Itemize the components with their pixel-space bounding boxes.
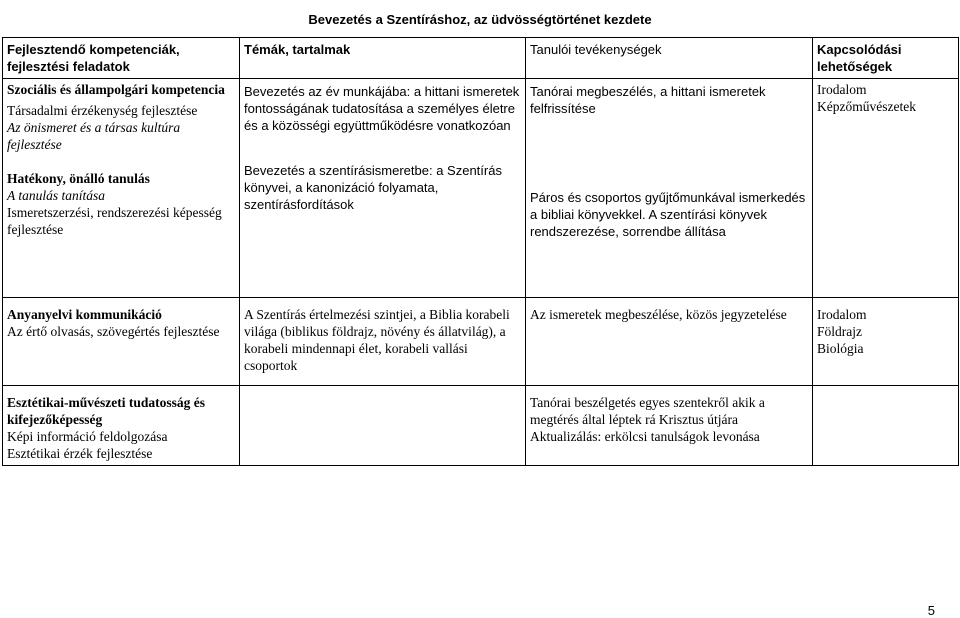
- connection-item: Földrajz: [817, 324, 862, 339]
- header-topics: Témák, tartalmak: [240, 38, 526, 79]
- competencies-cell: [3, 79, 240, 298]
- table-row: [3, 298, 959, 386]
- connection-item: Irodalom: [817, 82, 867, 97]
- topics-cell: [240, 386, 526, 466]
- activity-text: Tanórai beszélgetés egyes szentekről akik a megtérés által léptek rá Krisztus útjára: [530, 395, 765, 427]
- comp-item: Képi információ feldolgozása: [7, 429, 168, 444]
- activities-cell: [526, 386, 813, 466]
- comp-item-italic: Az önismeret és a társas kultúra fejlesztése: [7, 120, 181, 152]
- competencies-cell: [3, 298, 240, 386]
- table-row: [3, 79, 959, 298]
- topic-text: Bevezetés a szentírásismeretbe: a Szentírás könyvei, a kanonizáció folyamata, szentírásfordítások: [244, 163, 502, 212]
- table-row: [3, 386, 959, 466]
- connections-cell: [813, 298, 959, 386]
- comp-item: Ismeretszerzési, rendszerezési képesség fejlesztése: [7, 205, 222, 237]
- comp-heading: Szociális és állampolgári kompetencia: [7, 82, 225, 97]
- connection-item: Irodalom: [817, 307, 867, 322]
- comp-item-italic: A tanulás tanítása: [7, 188, 106, 203]
- curriculum-table: [2, 37, 959, 466]
- competencies-cell: [3, 386, 240, 466]
- connection-item: Biológia: [817, 341, 864, 356]
- comp-item: Társadalmi érzékenység fejlesztése: [7, 103, 198, 118]
- comp-heading: Anyanyelvi kommunikáció: [7, 307, 162, 322]
- activities-cell: [526, 298, 813, 386]
- header-competencies: Fejlesztendő kompetenciák, fejlesztési feladatok: [3, 38, 240, 79]
- activity-text: Páros és csoportos gyűjtőmunkával ismerkedés a bibliai könyvekkel. A szentírási könyvek rendszerezése, sorrendbe állítása: [530, 190, 806, 239]
- page-number: 5: [927, 603, 935, 618]
- connection-item: Képzőművészetek: [817, 99, 916, 114]
- topics-cell: [240, 298, 526, 386]
- topic-text: A Szentírás értelmezési szintjei, a Biblia korabeli világa (biblikus földrajz, növény és állatvilág), a korabeli mindennapi élet, korabeli vallási csoportok: [244, 307, 510, 373]
- connections-cell: [813, 386, 959, 466]
- topics-cell: [240, 79, 526, 298]
- connections-cell: [813, 79, 959, 298]
- comp-item: Az értő olvasás, szövegértés fejlesztése: [7, 324, 220, 339]
- comp-heading: Hatékony, önálló tanulás: [7, 171, 150, 186]
- topic-text: Bevezetés az év munkájába: a hittani ismeretek fontosságának tudatosítása a személyes életre és a közösségi együttműködésre vonatkozóan: [244, 84, 520, 133]
- header-activities: Tanulói tevékenységek: [526, 38, 813, 79]
- comp-heading: Esztétikai-művészeti tudatosság és kifejezőképesség: [7, 395, 205, 427]
- header-row: [3, 38, 959, 79]
- page-title: Bevezetés a Szentíráshoz, az üdvösségtörténet kezdete: [308, 12, 652, 27]
- activities-cell: [526, 79, 813, 298]
- activity-text: Aktualizálás: erkölcsi tanulságok levonása: [530, 429, 760, 444]
- activity-text: Tanórai megbeszélés, a hittani ismeretek felfrissítése: [530, 84, 766, 116]
- comp-item: Esztétikai érzék fejlesztése: [7, 446, 153, 461]
- activity-text: Az ismeretek megbeszélése, közös jegyzetelése: [530, 307, 787, 322]
- header-connections: Kapcsolódási lehetőségek: [813, 38, 959, 79]
